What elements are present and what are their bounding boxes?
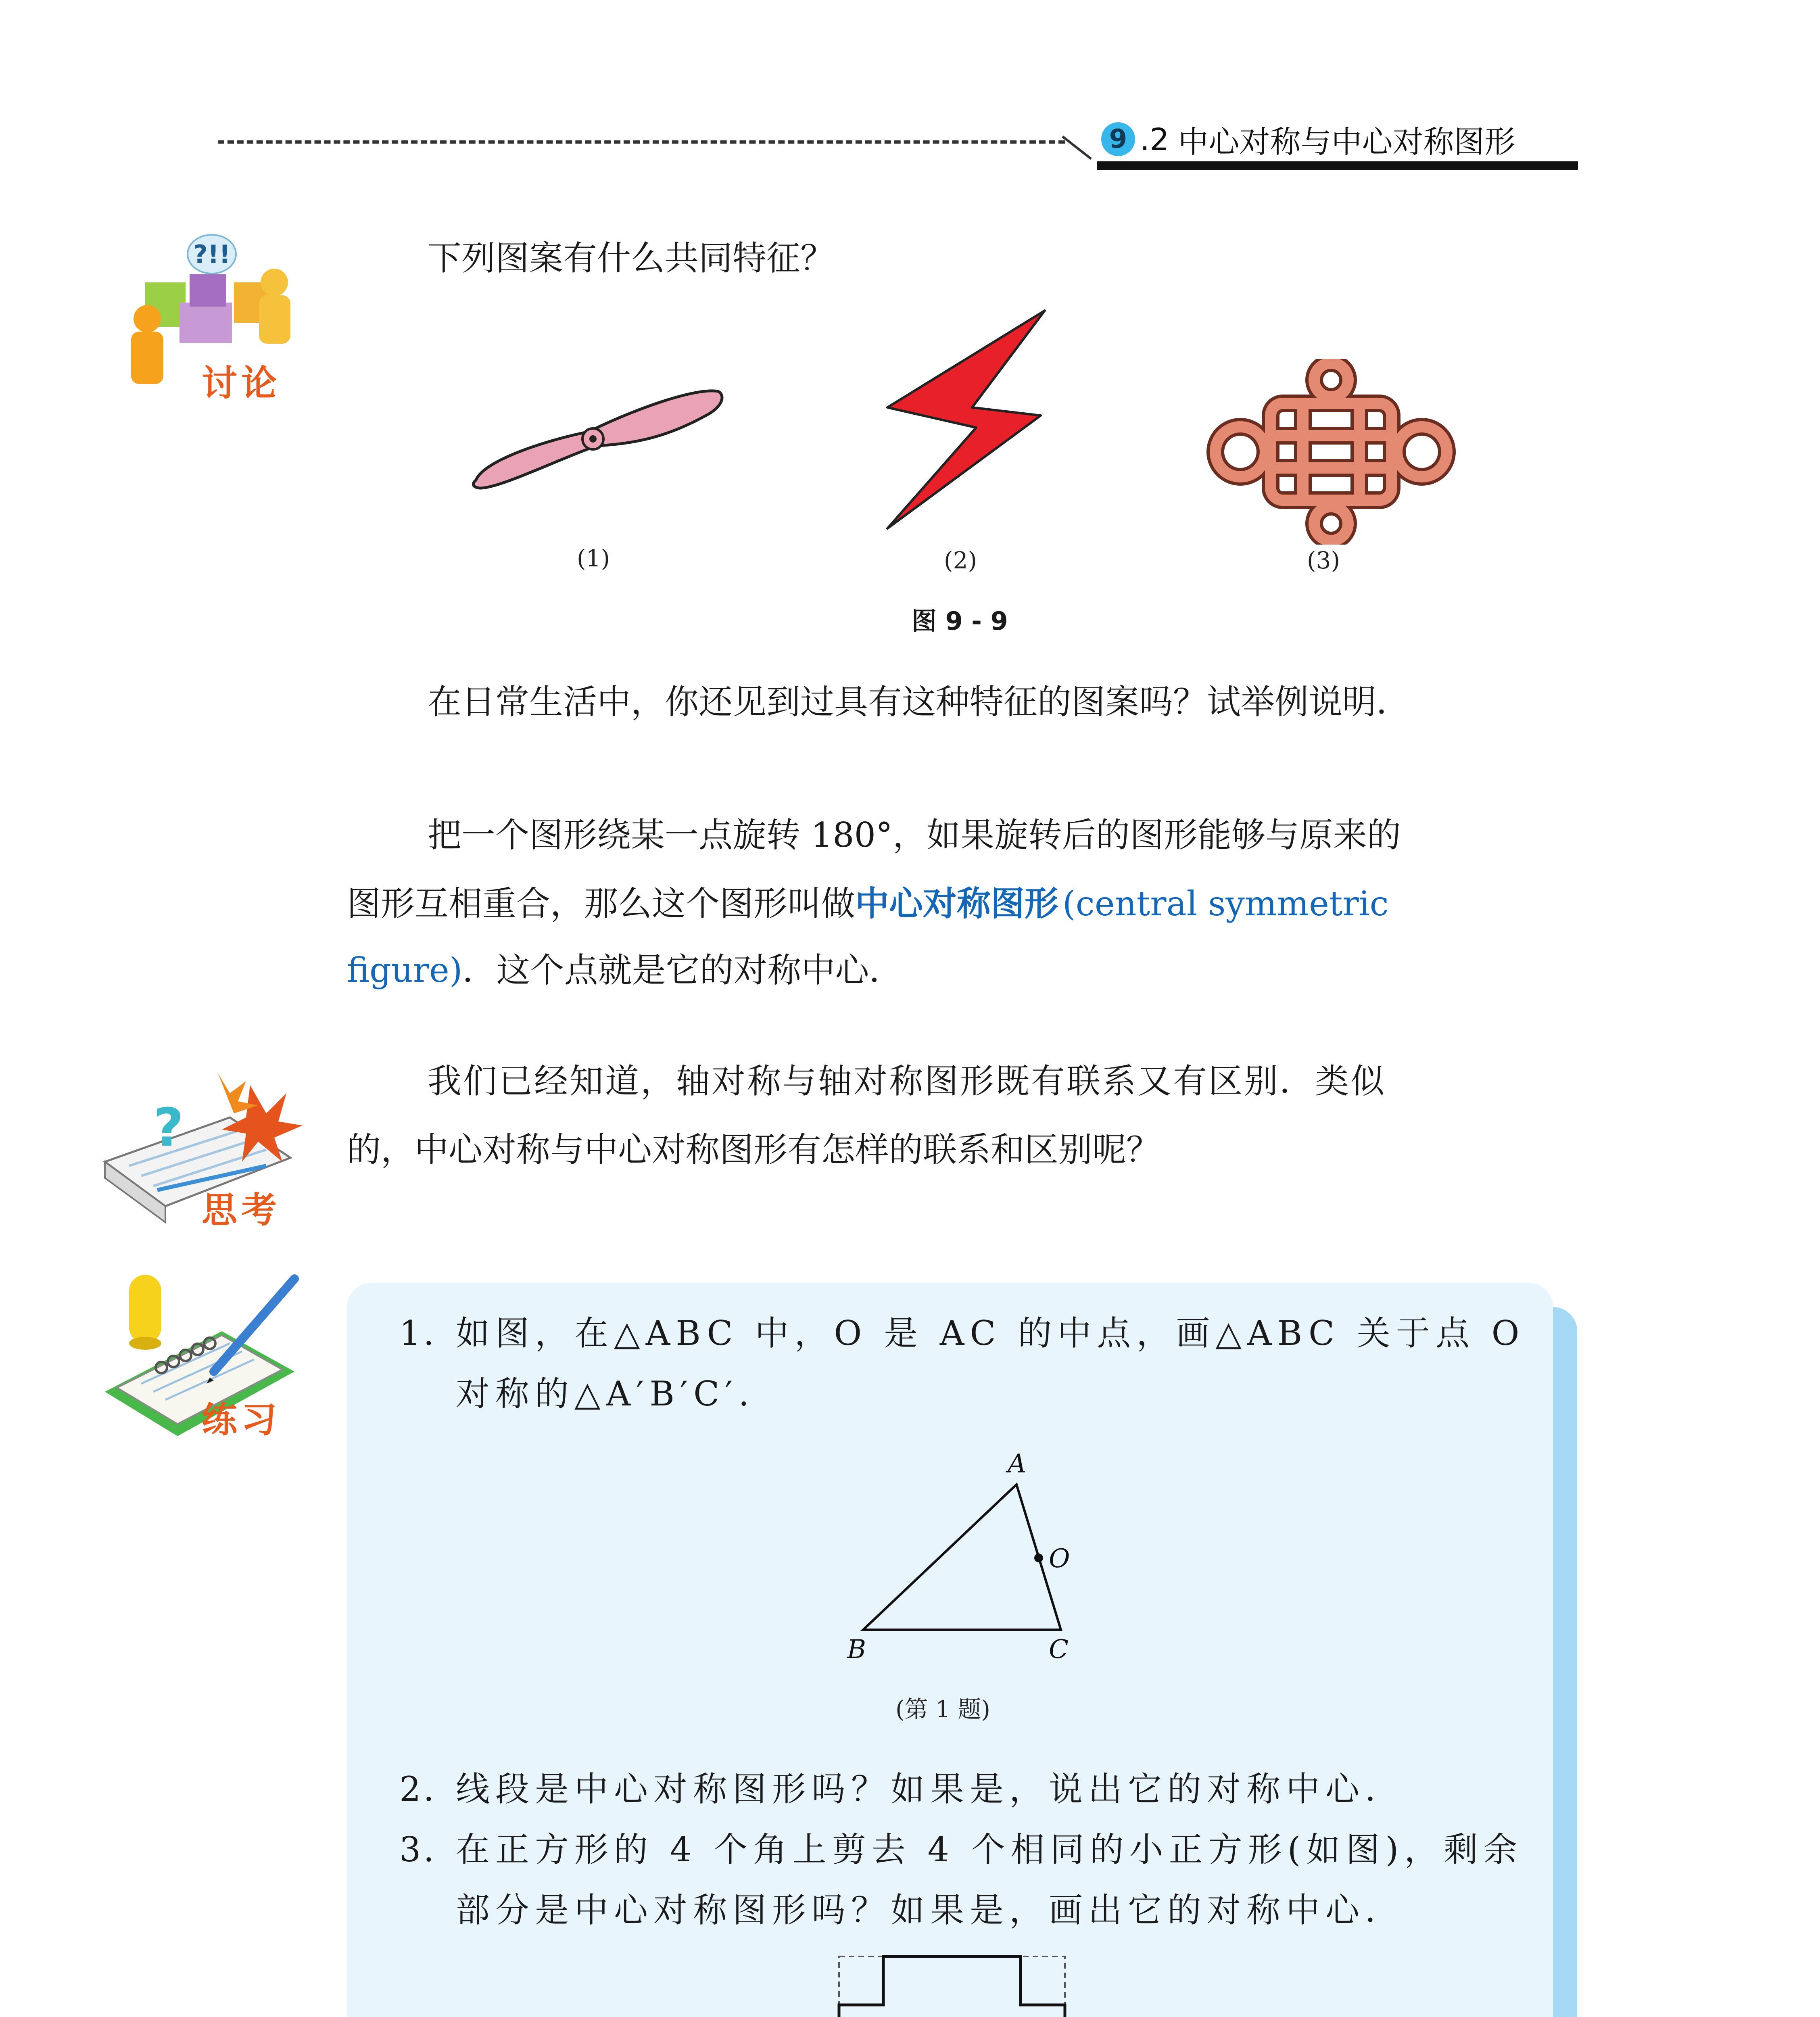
vertex-label-c: C (1049, 1635, 1069, 1664)
figure-label-2: (2) (944, 547, 977, 574)
section-number-badge: 9 (1101, 122, 1135, 156)
key-term-english-end: figure) (347, 950, 463, 990)
figure-label-1: (1) (577, 545, 610, 572)
exercise-1-number: 1. (399, 1313, 437, 1353)
think-label: 思考 (202, 1189, 281, 1231)
definition-line-2-prefix: 图形互相重合，那么这个图形叫做 (347, 884, 856, 923)
exercise-2-number: 2. (399, 1769, 437, 1809)
figure-caption: 图 9 - 9 (912, 606, 1008, 636)
definition-line-1: 把一个图形绕某一点旋转 180°，如果旋转后的图形能够与原来的 (428, 815, 1401, 855)
exercise-1-line-1: 如图，在△ABC 中，O 是 AC 的中点，画△ABC 关于点 O (456, 1313, 1525, 1353)
triangle-figure (839, 1452, 1097, 1670)
midpoint-o-dot (1034, 1553, 1043, 1562)
svg-text:?: ? (153, 1097, 184, 1158)
key-term-english: (central symmetric (1062, 884, 1389, 923)
vertex-label-b: B (847, 1635, 866, 1664)
section-subnumber: .2 (1140, 121, 1169, 157)
discussion-label: 讨论 (202, 362, 281, 404)
exercise-3-line-1: 在正方形的 4 个角上剪去 4 个相同的小正方形(如图)，剩余 (456, 1830, 1523, 1869)
figure-propeller (468, 379, 730, 500)
figure-chinese-knot (1202, 359, 1460, 545)
header-section-title (1101, 117, 1515, 161)
vertex-label-a: A (1008, 1452, 1027, 1479)
think-line-1: 我们已经知道，轴对称与轴对称图形既有联系又有区别．类似 (428, 1061, 1386, 1101)
exercise-1-caption: (第 1 题) (895, 1695, 991, 1723)
exercise-1 (399, 1303, 1525, 1363)
think-line-2: 的，中心对称与中心对称图形有怎样的联系和区别呢？ (347, 1130, 1160, 1169)
speech-marks: ?!! (193, 240, 231, 269)
header-slant-rule (1062, 136, 1092, 160)
cut-square-figure (835, 1952, 1069, 2017)
header-dashed-rule (218, 140, 1065, 144)
header-bar (1097, 161, 1578, 170)
definition-line-3 (347, 938, 903, 1002)
definition-line-3-rest: ．这个点就是它的对称中心． (462, 950, 903, 990)
exercise-2-text: 线段是中心对称图形吗？如果是，说出它的对称中心． (456, 1769, 1405, 1809)
exercise-3-number: 3. (399, 1830, 437, 1869)
exercise-3-line-2: 部分是中心对称图形吗？如果是，画出它的对称中心． (456, 1890, 1405, 1930)
exercise-1-line-2: 对称的△A′B′C′. (456, 1374, 755, 1414)
discussion-followup: 在日常生活中，你还见到过具有这种特征的图案吗？试举例说明． (428, 682, 1411, 722)
midpoint-label-o: O (1049, 1544, 1070, 1574)
discussion-question: 下列图案有什么共同特征？ (428, 238, 835, 278)
exercise-2 (399, 1759, 1405, 1819)
figure-label-3: (3) (1307, 547, 1340, 574)
key-term: 中心对称图形 (855, 884, 1059, 923)
exercise-3 (399, 1819, 1523, 1880)
definition-line-2 (347, 871, 1389, 936)
practice-label: 练习 (202, 1399, 281, 1441)
figure-lightning-bolt (879, 307, 1053, 532)
section-title-text: 中心对称与中心对称图形 (1178, 123, 1515, 160)
